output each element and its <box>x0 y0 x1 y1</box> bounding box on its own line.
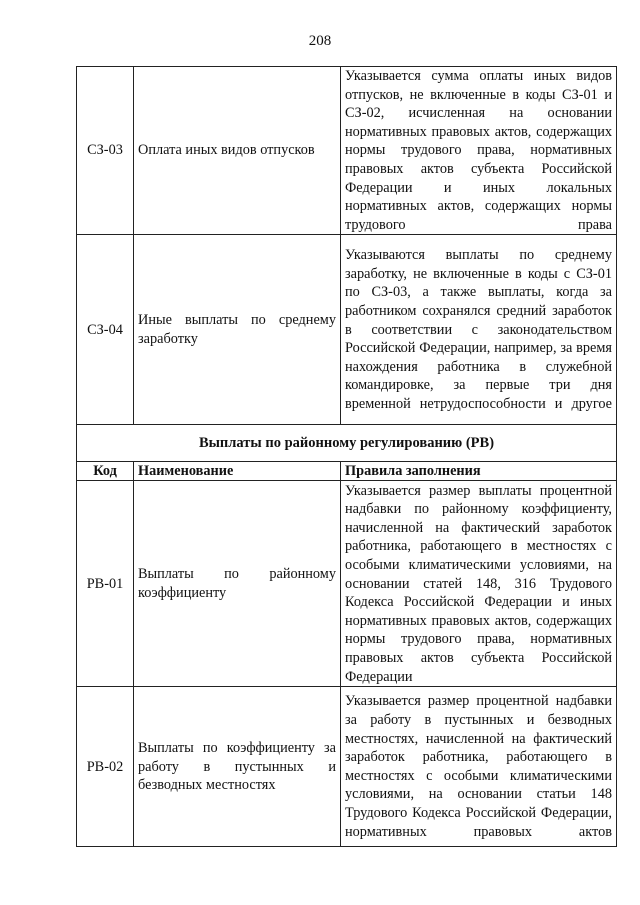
page-number: 208 <box>308 33 332 49</box>
header-code: Код <box>77 462 134 481</box>
table-row <box>77 687 617 847</box>
table-row <box>77 481 617 687</box>
row-rule <box>341 687 617 847</box>
row-name: Выплаты по коэффициенту за работу в пустынных и безводных местностях <box>134 687 341 847</box>
row-rule-text: Указывается сумма оплаты иных видов отпусков, не включенные в коды СЗ-01 и СЗ-02, исчисленная на основании нормативных правовых актов, содержащих нормы трудового права, нормативных правовых актов субъекта Российской Федерации и иных локальных нормативных актов, содержащих нормы трудового права <box>345 68 612 233</box>
payments-table <box>76 66 617 847</box>
row-rule-text: Указывается размер процентной надбавки за работу в пустынных и безводных местностях, начисленной на фактический заработок работника, работающего в местностях с особыми климатическими условиями, на основании статьи 148 Трудового Кодекса Российской Федерации, нормативных правовых актов <box>345 693 612 840</box>
row-rule <box>341 235 617 425</box>
table-row <box>77 67 617 235</box>
header-name: Наименование <box>134 462 341 481</box>
table-row <box>77 235 617 425</box>
row-code: РВ-02 <box>77 687 134 847</box>
row-name: Оплата иных видов отпусков <box>134 67 341 235</box>
row-code: СЗ-04 <box>77 235 134 425</box>
row-rule-text: Указываются выплаты по среднему заработку, не включенные в коды с СЗ-01 по СЗ-03, а также выплаты, когда за работником сохранялся средний заработок в соответствии с законодательством Российской Федерации, например, за время нахождения работника в служебной командировке, за первые три дня временной нетрудоспособности и другое <box>345 247 612 412</box>
section-title: Выплаты по районному регулированию (РВ) <box>77 425 617 462</box>
row-name: Выплаты по районному коэффициенту <box>134 481 341 687</box>
row-rule-text: Указывается размер выплаты процентной надбавки по районному коэффициенту, начисленной на фактический заработок работника, работающего в местностях с особыми климатическими условиями, на основании статей 148, 316 Трудового Кодекса Российской Федерации и иных нормативных правовых актов, содержащих нормы трудового права, нормативных правовых актов субъекта Российской Федерации <box>345 482 612 685</box>
row-code: СЗ-03 <box>77 67 134 235</box>
table-header-row <box>77 462 617 481</box>
row-rule <box>341 481 617 687</box>
row-rule <box>341 67 617 235</box>
row-name: Иные выплаты по среднему заработку <box>134 235 341 425</box>
header-rule: Правила заполнения <box>341 462 617 481</box>
row-code: РВ-01 <box>77 481 134 687</box>
section-title-row <box>77 425 617 462</box>
